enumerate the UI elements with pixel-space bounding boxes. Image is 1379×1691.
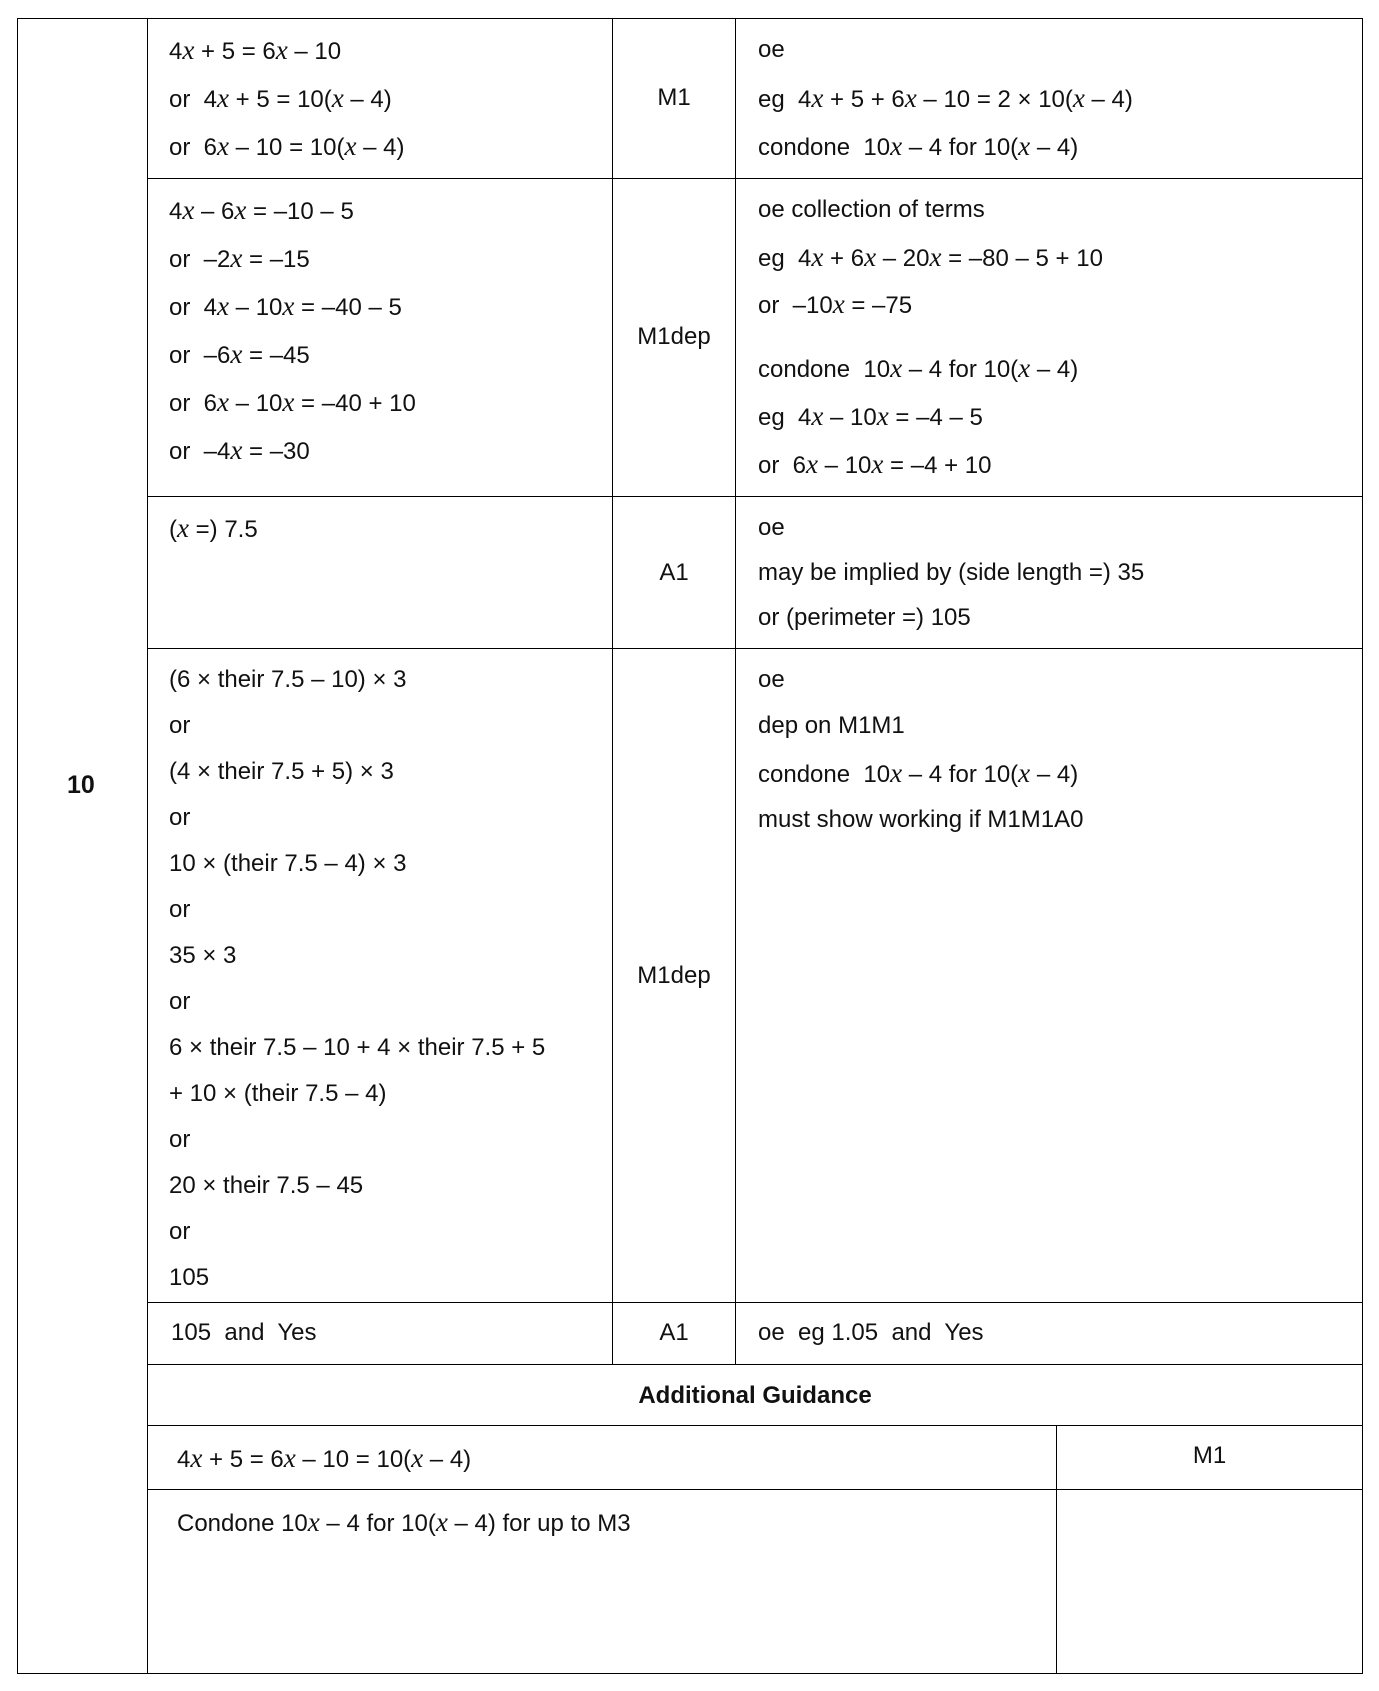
question-number: 10 — [67, 771, 95, 799]
working-line: 105 — [169, 1264, 210, 1291]
working-line: or — [169, 1126, 191, 1153]
mark-cell: M1dep — [637, 962, 711, 989]
comment-line: oe — [758, 666, 785, 693]
working-line: (x =) 7.5 — [169, 513, 258, 543]
working-line: or –2x = –15 — [169, 243, 310, 273]
row-divider — [147, 496, 1363, 497]
guidance-text — [177, 1507, 631, 1537]
comment-line: condone 10x – 4 for 10(x – 4) — [758, 131, 1079, 161]
guidance-line: 4x + 5 = 6x – 10 = 10(x – 4) — [177, 1443, 472, 1473]
working-line: 4x – 6x = –10 – 5 — [169, 195, 354, 225]
mark-cell: M1 — [657, 84, 691, 111]
comment-line: oe eg 1.05 and Yes — [758, 1319, 984, 1346]
working-line: 20 × their 7.5 – 45 — [169, 1172, 364, 1199]
comment-line: eg 4x – 10x = –4 – 5 — [758, 401, 983, 431]
working-line: or 6x – 10 = 10(x – 4) — [169, 131, 405, 161]
comment-line: eg 4x + 5 + 6x – 10 = 2 × 10(x – 4) — [758, 83, 1133, 113]
working-line: or — [169, 712, 191, 739]
table-border-right — [1362, 18, 1363, 1674]
working-line: or –6x = –45 — [169, 339, 310, 369]
working-cell — [169, 195, 416, 465]
column-divider — [735, 18, 736, 1364]
working-line: (4 × their 7.5 + 5) × 3 — [169, 758, 394, 785]
working-line: or 6x – 10x = –40 + 10 — [169, 387, 416, 417]
comment-line: oe — [758, 514, 785, 541]
comment-line: eg 4x + 6x – 20x = –80 – 5 + 10 — [758, 242, 1103, 272]
comments-cell — [758, 516, 1144, 630]
comment-line: dep on M1M1 — [758, 712, 905, 739]
working-line: 6 × their 7.5 – 10 + 4 × their 7.5 + 5 — [169, 1034, 546, 1061]
working-cell — [169, 668, 545, 1290]
comments-cell — [758, 1321, 984, 1345]
mark-cell: A1 — [659, 1319, 689, 1346]
working-cell — [169, 513, 258, 543]
guidance-text — [177, 1443, 472, 1473]
working-line: or — [169, 896, 191, 923]
comments-cell — [758, 196, 1103, 479]
comments-cell — [758, 36, 1133, 161]
column-divider — [147, 18, 148, 1674]
comment-line: condone 10x – 4 for 10(x – 4) — [758, 353, 1079, 383]
comment-line: may be implied by (side length =) 35 — [758, 559, 1145, 586]
row-divider — [147, 1302, 1363, 1303]
working-line: 105 and Yes — [171, 1319, 317, 1346]
comment-line: or 6x – 10x = –4 + 10 — [758, 449, 992, 479]
comment-line: or (perimeter =) 105 — [758, 604, 971, 631]
working-line: or — [169, 988, 191, 1015]
mark-scheme-table — [17, 18, 1363, 1674]
row-divider — [147, 1425, 1363, 1426]
guidance-mark: M1 — [1192, 1442, 1227, 1469]
working-cell — [171, 1321, 316, 1345]
comment-line: oe — [758, 36, 785, 63]
table-border-left — [17, 18, 18, 1674]
comment-line: must show working if M1M1A0 — [758, 806, 1084, 833]
working-line: 4x + 5 = 6x – 10 — [169, 35, 342, 65]
working-line: or — [169, 1218, 191, 1245]
column-divider — [612, 18, 613, 1364]
working-line: 10 × (their 7.5 – 4) × 3 — [169, 850, 407, 877]
additional-guidance-heading: Additional Guidance — [638, 1382, 872, 1409]
comment-line: or –10x = –75 — [758, 289, 913, 319]
table-border-bottom — [17, 1673, 1363, 1674]
working-line: (6 × their 7.5 – 10) × 3 — [169, 666, 407, 693]
working-line: or — [169, 804, 191, 831]
working-line: + 10 × (their 7.5 – 4) — [169, 1080, 387, 1107]
working-line: 35 × 3 — [169, 942, 237, 969]
row-divider — [147, 1364, 1363, 1365]
row-divider — [147, 1489, 1363, 1490]
mark-cell: M1dep — [637, 323, 711, 350]
working-line: or 4x – 10x = –40 – 5 — [169, 291, 402, 321]
working-cell — [169, 35, 405, 161]
comment-line: condone 10x – 4 for 10(x – 4) — [758, 758, 1079, 788]
working-line: or 4x + 5 = 10(x – 4) — [169, 83, 392, 113]
table-border-top — [17, 18, 1363, 19]
working-line: or –4x = –30 — [169, 435, 310, 465]
comment-line: oe collection of terms — [758, 196, 985, 223]
guidance-line: Condone 10x – 4 for 10(x – 4) for up to M3 — [177, 1507, 631, 1537]
mark-cell: A1 — [659, 559, 689, 586]
comments-cell — [758, 668, 1083, 832]
row-divider — [147, 178, 1363, 179]
row-divider — [147, 648, 1363, 649]
